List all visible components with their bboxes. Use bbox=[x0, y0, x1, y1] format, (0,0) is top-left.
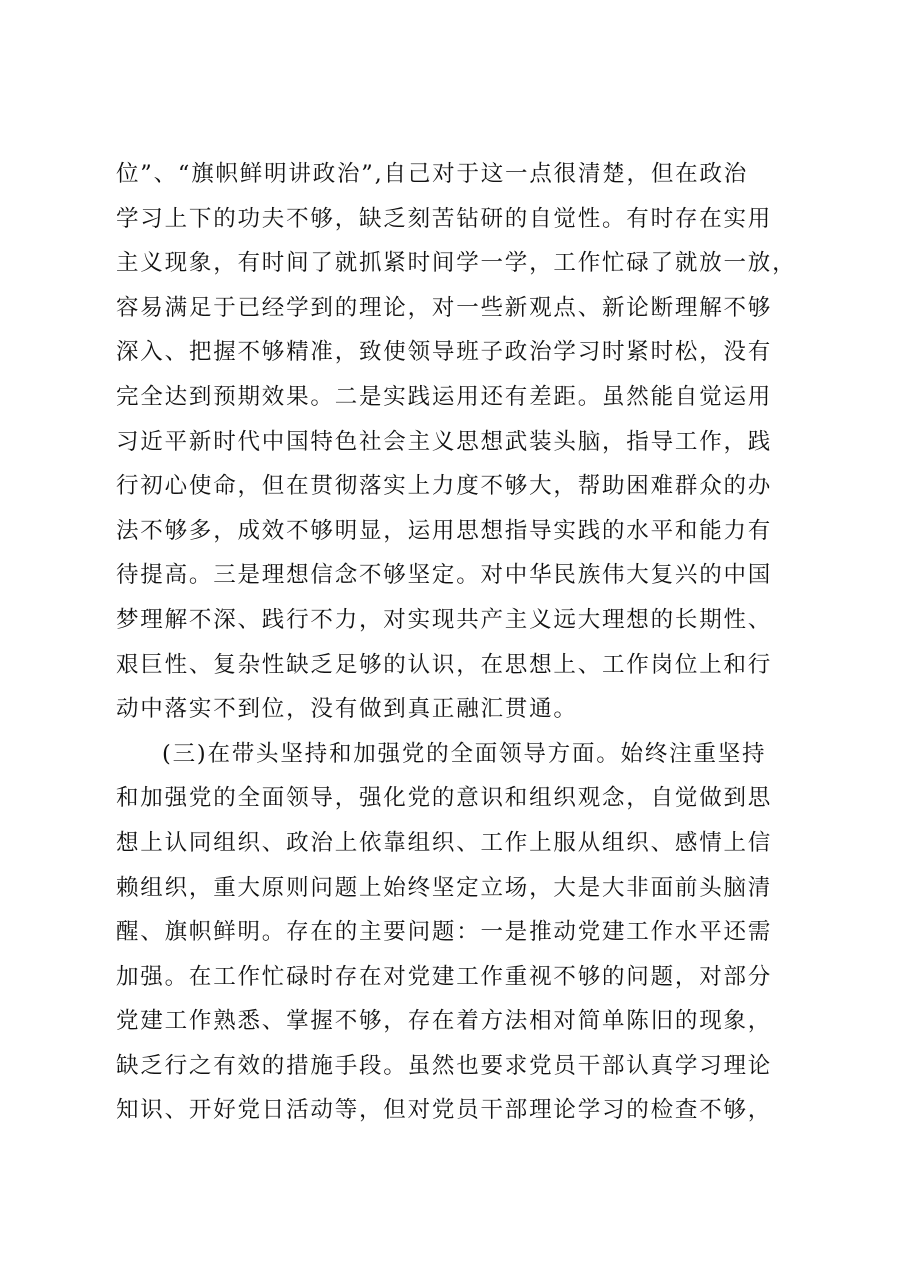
text-line: 容易满足于已经学到的理论，对一些新观点、新论断理解不够 bbox=[116, 294, 773, 321]
text-line: 醒、旗帜鲜明。存在的主要问题：一是推动党建工作水平还需 bbox=[116, 919, 773, 946]
text-line: 赖组织，重大原则问题上始终坚定立场，大是大非面前头脑清 bbox=[116, 874, 773, 901]
section-heading-line: (三)在带头坚持和加强党的全面领导方面。始终注重坚持 bbox=[162, 740, 767, 767]
text-line: 党建工作熟悉、掌握不够，存在着方法相对简单陈旧的现象， bbox=[116, 1008, 773, 1035]
text-line: 加强。在工作忙碌时存在对党建工作重视不够的问题，对部分 bbox=[116, 963, 773, 990]
text-line: 和加强党的全面领导，强化党的意识和组织观念，自觉做到思 bbox=[116, 785, 773, 812]
text-line: 主义现象，有时间了就抓紧时间学一学，工作忙碌了就放一放， bbox=[116, 250, 797, 277]
text-line: 法不够多，成效不够明显，运用思想指导实践的水平和能力有 bbox=[116, 517, 773, 544]
text-line: 习近平新时代中国特色社会主义思想武装头脑，指导工作，践 bbox=[116, 428, 773, 455]
text-line: 艰巨性、复杂性缺乏足够的认识，在思想上、工作岗位上和行 bbox=[116, 651, 773, 678]
text-line: 位”、“旗帜鲜明讲政治”,自己对于这一点很清楚，但在政治 bbox=[116, 161, 749, 187]
text-line: 深入、把握不够精准，致使领导班子政治学习时紧时松，没有 bbox=[116, 339, 773, 366]
text-line: 行初心使命，但在贯彻落实上力度不够大，帮助困难群众的办 bbox=[116, 473, 773, 500]
text-line: 学习上下的功夫不够，缺乏刻苦钻研的自觉性。有时存在实用 bbox=[116, 205, 773, 232]
document-body bbox=[116, 152, 806, 1133]
text-line: 知识、开好党日活动等，但对党员干部理论学习的检查不够， bbox=[116, 1097, 773, 1124]
text-line: 缺乏行之有效的措施手段。虽然也要求党员干部认真学习理论 bbox=[116, 1052, 773, 1079]
text-line: 想上认同组织、政治上依靠组织、工作上服从组织、感情上信 bbox=[116, 829, 773, 856]
text-line: 完全达到预期效果。二是实践运用还有差距。虽然能自觉运用 bbox=[116, 383, 773, 410]
text-line: 梦理解不深、践行不力，对实现共产主义远大理想的长期性、 bbox=[116, 606, 773, 633]
text-line: 动中落实不到位，没有做到真正融汇贯通。 bbox=[116, 696, 578, 723]
text-line: 待提高。三是理想信念不够坚定。对中华民族伟大复兴的中国 bbox=[116, 562, 773, 589]
